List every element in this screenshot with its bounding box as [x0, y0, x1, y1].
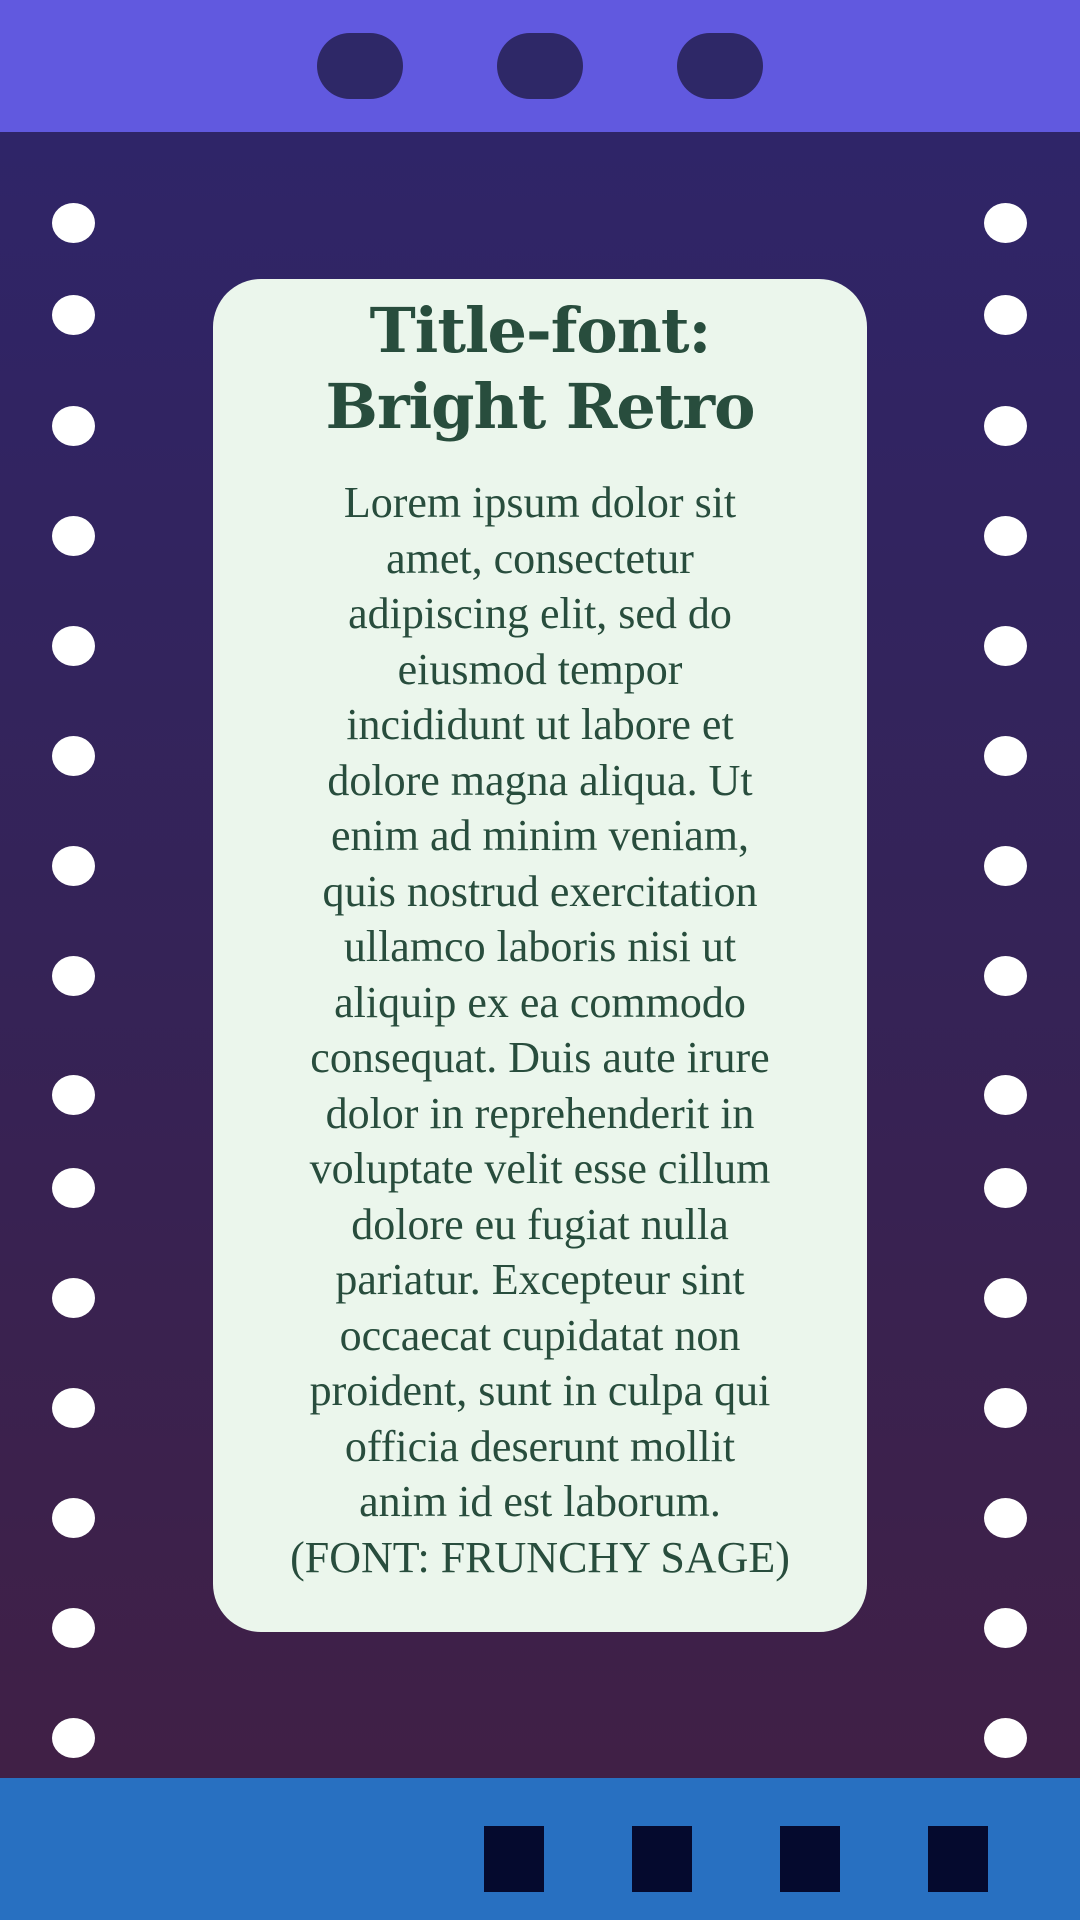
- top-bar: [0, 0, 1080, 132]
- right-dot: [984, 846, 1027, 886]
- right-dot: [984, 956, 1027, 996]
- left-dot: [52, 846, 95, 886]
- bottom-square-3[interactable]: [780, 1826, 840, 1892]
- left-dot: [52, 1278, 95, 1318]
- left-dot: [52, 1718, 95, 1758]
- right-dot: [984, 1608, 1027, 1648]
- bottom-square-2[interactable]: [632, 1826, 692, 1892]
- right-dot: [984, 406, 1027, 446]
- right-dot: [984, 295, 1027, 335]
- card-title: Title-font: Bright Retro: [325, 294, 755, 443]
- left-dot: [52, 956, 95, 996]
- top-pill-1[interactable]: [317, 33, 403, 99]
- right-dot: [984, 1388, 1027, 1428]
- right-dot: [984, 1278, 1027, 1318]
- top-pill-2[interactable]: [497, 33, 583, 99]
- left-dot: [52, 406, 95, 446]
- left-dot: [52, 736, 95, 776]
- content-card: [213, 279, 867, 1632]
- left-dot: [52, 626, 95, 666]
- left-dot: [52, 1608, 95, 1648]
- right-dot: [984, 203, 1027, 243]
- right-dot: [984, 1718, 1027, 1758]
- right-dot: [984, 626, 1027, 666]
- left-dot: [52, 1498, 95, 1538]
- right-dot: [984, 1168, 1027, 1208]
- left-dot: [52, 516, 95, 556]
- right-dot: [984, 1498, 1027, 1538]
- right-dot: [984, 736, 1027, 776]
- right-dot: [984, 1075, 1027, 1115]
- bottom-square-4[interactable]: [928, 1826, 988, 1892]
- right-dot: [984, 516, 1027, 556]
- top-pill-3[interactable]: [677, 33, 763, 99]
- card-body-text: Lorem ipsum dolor sit amet, consectetur adipiscing elit, sed do eiusmod tempor incididunt ut labore et dolore magna aliqua. Ut enim ad minim veniam, quis nostrud exercitation ullamco laboris nisi ut aliquip ex ea commodo consequat. Duis aute irure dolor in reprehenderit in voluptate velit esse cillum dolore eu fugiat nulla pariatur. Excepteur sint occaecat cupidatat non proident, sunt in culpa qui officia deserunt mollit anim id est laborum. (FONT: FRUNCHY SAGE): [290, 478, 790, 1582]
- left-dot: [52, 295, 95, 335]
- bottom-square-1[interactable]: [484, 1826, 544, 1892]
- left-dot: [52, 1075, 95, 1115]
- left-dot: [52, 1168, 95, 1208]
- left-dot: [52, 1388, 95, 1428]
- left-dot: [52, 203, 95, 243]
